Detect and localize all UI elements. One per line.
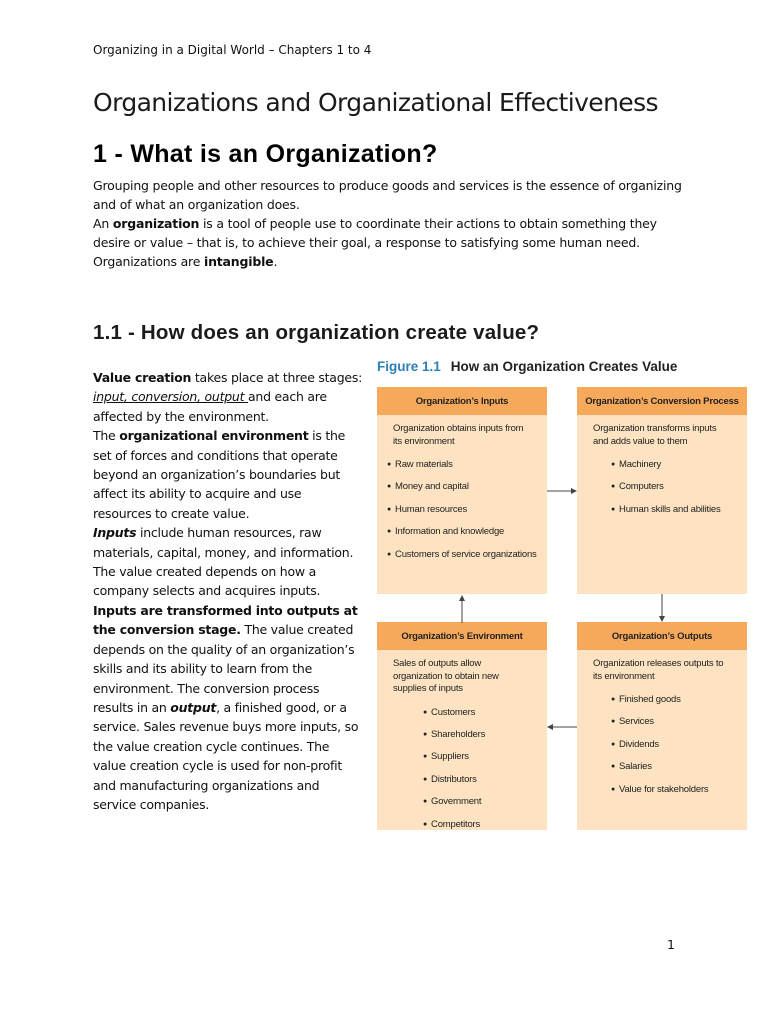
bold-term: intangible	[204, 254, 274, 269]
text-run: , a finished good, or a service. Sales revenue buys more inputs, so the value creation cycle continues. The value creation cycle is used for non-profit and manufacturing organizations and service companies.	[93, 699, 359, 812]
text-run: include human resources, raw materials, capital, money, and information. The value created depends on how a company selects and acquires inputs.	[93, 525, 354, 599]
environment-box	[377, 622, 547, 830]
outputs-box	[577, 622, 747, 830]
conversion-heading: Organization’s Conversion Process	[577, 387, 747, 415]
conversion-paragraph	[93, 601, 363, 814]
outputs-description: Organization releases outputs to its environment	[593, 658, 724, 682]
text-run: The	[93, 428, 120, 444]
list-item: ● Services	[611, 711, 747, 733]
text-run: The value created depends on the quality of an organization’s skills and its ability to learn from the environment. The conversion process results in an	[93, 622, 355, 715]
document-title: Organizations and Organizational Effectiveness	[93, 88, 658, 117]
arrow-right-icon	[546, 485, 578, 497]
arrow-down-icon	[656, 594, 668, 623]
text-run: An	[93, 216, 113, 231]
list-item: ● Information and knowledge	[387, 521, 547, 543]
figure-caption	[377, 359, 677, 374]
environment-list	[377, 702, 547, 836]
text-run: takes place at three stages:	[191, 370, 363, 385]
text-run: and each are affected by the environment.	[93, 389, 327, 424]
outputs-list	[577, 689, 747, 801]
bold-term: Inputs are transformed into outputs at the conversion stage.	[93, 602, 358, 638]
underlined-stages: input, conversion, output	[93, 389, 248, 405]
text-run: is a tool of people use to coordinate their actions to obtain something they desire or value – that is, to achieve their goal, a response to satisfying some human need.	[93, 216, 657, 250]
outputs-heading: Organization’s Outputs	[577, 622, 747, 650]
list-item: ● Raw materials	[387, 454, 547, 476]
inputs-list	[377, 454, 547, 566]
bold-italic-term: Inputs	[93, 525, 137, 541]
list-item: ● Government	[423, 791, 547, 813]
bold-term: organization	[112, 216, 200, 231]
inputs-paragraph	[93, 523, 363, 601]
environment-paragraph	[93, 426, 363, 523]
inputs-description: Organization obtains inputs from its environment	[393, 423, 524, 447]
figure-number: Figure 1.1	[377, 359, 441, 374]
list-item: ● Competitors	[423, 814, 547, 836]
inputs-box	[377, 387, 547, 594]
list-item: ● Human skills and abilities	[611, 499, 747, 521]
bold-term: organizational environment	[119, 428, 309, 444]
list-item: ● Human resources	[387, 499, 547, 521]
conversion-list	[577, 454, 747, 521]
list-item: ● Suppliers	[423, 746, 547, 768]
conversion-box	[577, 387, 747, 594]
conversion-description: Organization transforms inputs and adds value to them	[593, 423, 717, 447]
arrow-left-icon	[546, 721, 578, 733]
text-run: Organizations are	[93, 254, 204, 269]
list-item: ● Finished goods	[611, 689, 747, 711]
value-creation-text	[93, 368, 363, 814]
intro-paragraph-3	[93, 252, 693, 271]
list-item: ● Machinery	[611, 454, 747, 476]
list-item: ● Computers	[611, 476, 747, 498]
arrow-up-icon	[456, 594, 468, 623]
section-1-body	[93, 176, 693, 271]
list-item: ● Dividends	[611, 734, 747, 756]
running-header: Organizing in a Digital World – Chapters 1 to 4	[93, 43, 372, 57]
list-item: ● Shareholders	[423, 724, 547, 746]
list-item: ● Customers of service organizations	[387, 544, 547, 566]
figure-title: How an Organization Creates Value	[450, 359, 678, 374]
environment-heading: Organization’s Environment	[377, 622, 547, 650]
intro-paragraph-2	[93, 214, 693, 252]
bold-italic-term: output	[170, 699, 217, 715]
text-run: is the set of forces and conditions that operate beyond an organization’s boundaries but affect its ability to acquire and use resources to create value.	[93, 428, 346, 521]
inputs-heading: Organization’s Inputs	[377, 387, 547, 415]
section-1-heading: 1 - What is an Organization?	[93, 140, 438, 168]
list-item: ● Value for stakeholders	[611, 779, 747, 801]
intro-paragraph-1: Grouping people and other resources to produce goods and services is the essence of organizing and of what an organization does.	[93, 178, 682, 212]
environment-description: Sales of outputs allow organization to obtain new supplies of inputs	[393, 658, 499, 694]
value-creation-paragraph	[93, 368, 363, 426]
list-item: ● Distributors	[423, 769, 547, 791]
text-run: .	[273, 254, 278, 269]
list-item: ● Money and capital	[387, 476, 547, 498]
bold-term: Value creation	[93, 370, 192, 385]
section-1-1-heading: 1.1 - How does an organization create value?	[93, 321, 540, 344]
page-number: 1	[667, 937, 675, 952]
list-item: ● Salaries	[611, 756, 747, 778]
list-item: ● Customers	[423, 702, 547, 724]
